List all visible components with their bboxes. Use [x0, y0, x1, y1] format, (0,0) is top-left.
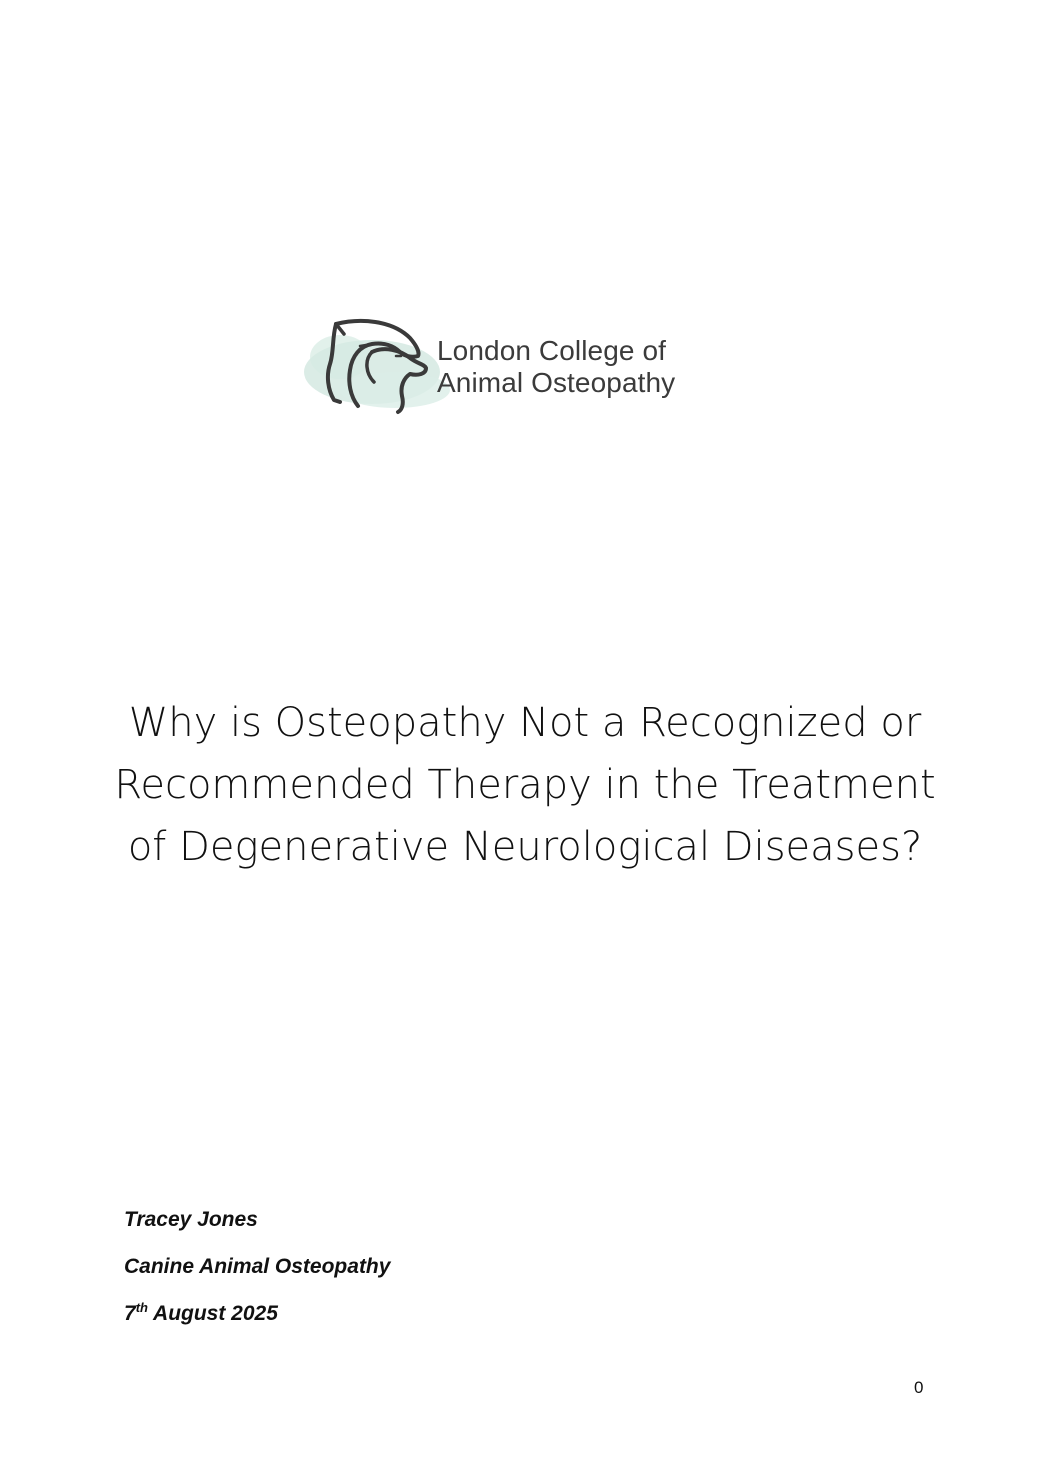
course-name: Canine Animal Osteopathy	[124, 1255, 391, 1278]
date-day: 7	[124, 1302, 136, 1325]
college-name	[437, 335, 675, 399]
date-ordinal-suffix: th	[135, 1300, 148, 1315]
submission-date	[124, 1300, 390, 1347]
college-name-line-1: London College of	[437, 335, 666, 366]
document-title	[75, 692, 975, 878]
title-line-3: of Degenerative Neurological Diseases?	[127, 824, 923, 870]
college-name-line-2: Animal Osteopathy	[437, 367, 676, 398]
author-block	[124, 1206, 390, 1347]
title-line-1: Why is Osteopathy Not a Recognized or	[128, 700, 922, 746]
author-name: Tracey Jones	[124, 1208, 258, 1231]
title-line-2: Recommended Therapy in the Treatment	[114, 762, 936, 808]
page-number: 0	[914, 1378, 924, 1397]
horse-and-dog-head-logo-icon	[300, 312, 450, 422]
date-month-year: August 2025	[147, 1302, 278, 1325]
college-logo	[300, 312, 740, 422]
